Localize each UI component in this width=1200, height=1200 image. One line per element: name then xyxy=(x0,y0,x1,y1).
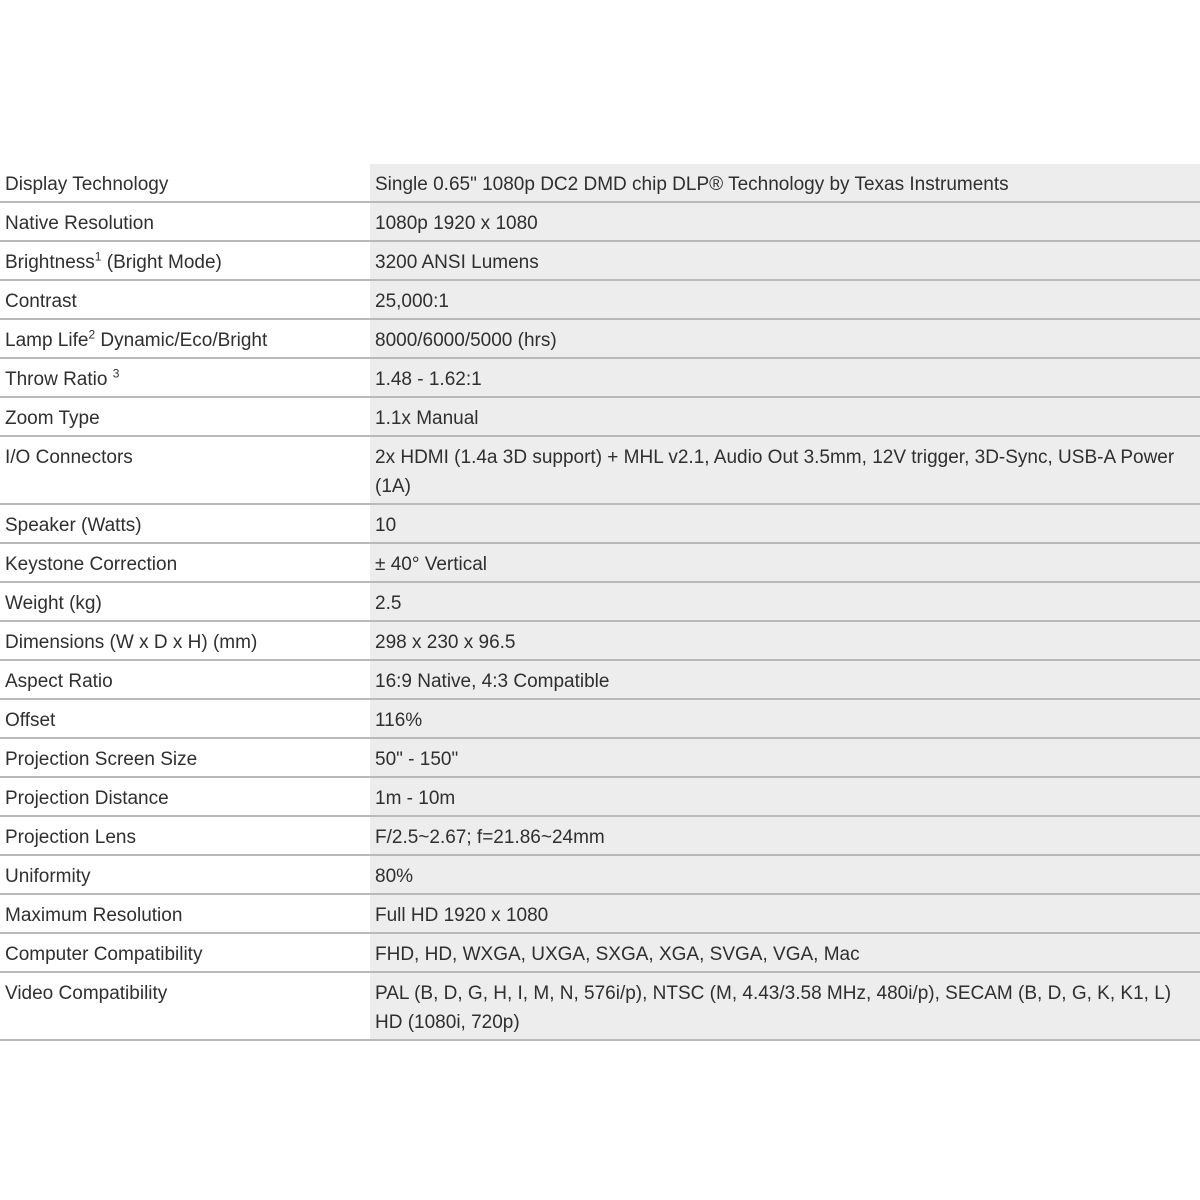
spec-value: 16:9 Native, 4:3 Compatible xyxy=(370,661,1200,698)
spec-label-text: Zoom Type xyxy=(5,408,100,429)
footnote-marker: 1 xyxy=(94,249,102,264)
spec-label-text: Throw Ratio xyxy=(5,369,113,390)
spec-row-dimensions xyxy=(0,622,1200,661)
spec-row-projection-lens xyxy=(0,817,1200,856)
spec-row-weight xyxy=(0,583,1200,622)
spec-value: Single 0.65" 1080p DC2 DMD chip DLP® Technology by Texas Instruments xyxy=(370,164,1200,201)
spec-label xyxy=(0,661,366,698)
spec-label xyxy=(0,320,366,357)
spec-label xyxy=(0,398,366,435)
spec-value: 8000/6000/5000 (hrs) xyxy=(370,320,1200,357)
spec-value: 80% xyxy=(370,856,1200,893)
spec-row-projection-screen-size xyxy=(0,739,1200,778)
spec-label xyxy=(0,934,366,971)
spec-value: 50" - 150" xyxy=(370,739,1200,776)
spec-label xyxy=(0,895,366,932)
spec-label-text: Projection Lens xyxy=(5,827,136,848)
spec-row-aspect-ratio xyxy=(0,661,1200,700)
spec-label-text: Maximum Resolution xyxy=(5,905,183,926)
spec-value: 2.5 xyxy=(370,583,1200,620)
spec-label-text: Dimensions (W x D x H) (mm) xyxy=(5,632,258,653)
spec-value: 1.48 - 1.62:1 xyxy=(370,359,1200,396)
spec-value: 1m - 10m xyxy=(370,778,1200,815)
spec-label-text: Projection Screen Size xyxy=(5,749,198,770)
spec-label-text: Computer Compatibility xyxy=(5,944,203,965)
spec-label xyxy=(0,242,366,279)
spec-label-text: Brightness xyxy=(5,252,95,273)
spec-label xyxy=(0,817,366,854)
spec-label-suffix: Dynamic/Eco/Bright xyxy=(95,330,268,351)
spec-value: PAL (B, D, G, H, I, M, N, 576i/p), NTSC (M, 4.43/3.58 MHz, 480i/p), SECAM (B, D, G, K, K1, L) HD (1080i, 720p) xyxy=(370,973,1200,1039)
spec-label xyxy=(0,739,366,776)
spec-value: 2x HDMI (1.4a 3D support) + MHL v2.1, Audio Out 3.5mm, 12V trigger, 3D-Sync, USB-A Power (1A) xyxy=(370,437,1200,503)
spec-label xyxy=(0,700,366,737)
footnote-marker: 2 xyxy=(88,327,96,342)
spec-value: 1.1x Manual xyxy=(370,398,1200,435)
spec-label xyxy=(0,856,366,893)
spec-row-contrast xyxy=(0,281,1200,320)
spec-label xyxy=(0,583,366,620)
spec-label-text: Display Technology xyxy=(5,174,169,195)
spec-value: 116% xyxy=(370,700,1200,737)
spec-label-text: Contrast xyxy=(5,291,77,312)
spec-label-text: Weight (kg) xyxy=(5,593,102,614)
spec-label-text: Speaker (Watts) xyxy=(5,515,142,536)
spec-row-projection-distance xyxy=(0,778,1200,817)
spec-row-video-compatibility xyxy=(0,973,1200,1041)
spec-row-display-technology xyxy=(0,164,1200,203)
spec-label-text: I/O Connectors xyxy=(5,447,133,468)
spec-label-text: Keystone Correction xyxy=(5,554,178,575)
spec-row-speaker xyxy=(0,505,1200,544)
spec-label xyxy=(0,973,366,1039)
spec-row-computer-compatibility xyxy=(0,934,1200,973)
spec-value: F/2.5~2.67; f=21.86~24mm xyxy=(370,817,1200,854)
spec-label xyxy=(0,203,366,240)
spec-label-text: Aspect Ratio xyxy=(5,671,113,692)
spec-row-brightness xyxy=(0,242,1200,281)
spec-label xyxy=(0,778,366,815)
footnote-marker: 3 xyxy=(112,366,120,381)
spec-value: Full HD 1920 x 1080 xyxy=(370,895,1200,932)
spec-label-text: Native Resolution xyxy=(5,213,154,234)
spec-label xyxy=(0,544,366,581)
spec-label-suffix: (Bright Mode) xyxy=(101,252,222,273)
spec-label-text: Offset xyxy=(5,710,56,731)
spec-row-lamp-life xyxy=(0,320,1200,359)
spec-row-io-connectors xyxy=(0,437,1200,505)
spec-row-zoom-type xyxy=(0,398,1200,437)
spec-row-keystone-correction xyxy=(0,544,1200,583)
spec-value: 25,000:1 xyxy=(370,281,1200,318)
spec-label-text: Video Compatibility xyxy=(5,983,168,1004)
spec-label-text: Uniformity xyxy=(5,866,91,887)
spec-label xyxy=(0,622,366,659)
spec-label xyxy=(0,281,366,318)
spec-value: 10 xyxy=(370,505,1200,542)
spec-label xyxy=(0,437,366,503)
spec-label-text: Projection Distance xyxy=(5,788,169,809)
spec-label xyxy=(0,164,366,201)
spec-row-maximum-resolution xyxy=(0,895,1200,934)
spec-label-text: Lamp Life xyxy=(5,330,89,351)
spec-value: FHD, HD, WXGA, UXGA, SXGA, XGA, SVGA, VGA, Mac xyxy=(370,934,1200,971)
spec-row-native-resolution xyxy=(0,203,1200,242)
spec-row-offset xyxy=(0,700,1200,739)
spec-row-uniformity xyxy=(0,856,1200,895)
spec-value: ± 40° Vertical xyxy=(370,544,1200,581)
spec-value: 298 x 230 x 96.5 xyxy=(370,622,1200,659)
spec-label xyxy=(0,505,366,542)
spec-value: 3200 ANSI Lumens xyxy=(370,242,1200,279)
spec-label xyxy=(0,359,366,396)
spec-row-throw-ratio xyxy=(0,359,1200,398)
spec-value: 1080p 1920 x 1080 xyxy=(370,203,1200,240)
spec-table xyxy=(0,164,1200,1041)
